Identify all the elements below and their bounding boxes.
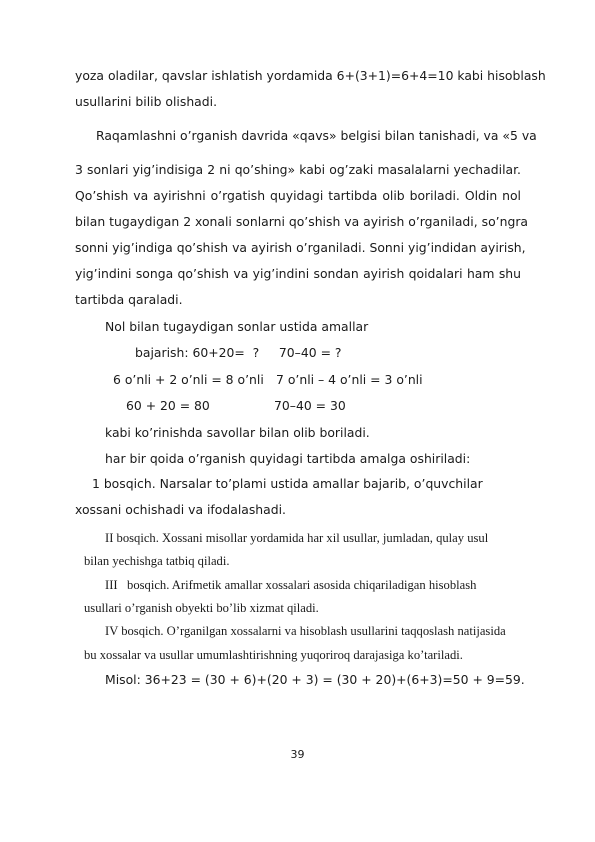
examples-task: bajarish: 60+20= ? 70–40 = ? <box>135 345 342 360</box>
example-row2-left: 60 + 20 = 80 <box>126 398 210 413</box>
examples-note1: kabi ko’rinishda savollar bilan olib boriladi. <box>105 425 370 440</box>
examples-note2: har bir qoida o’rganish quyidagi tartibda amalga oshiriladi: <box>105 451 471 466</box>
paragraph1-line1: yoza oladilar, qavslar ishlatish yordamida 6+(3+1)=6+4=10 kabi hisoblash <box>75 68 546 83</box>
paragraph2-line6: yig’indini songa qo’shish va yig’indini sondan ayirish qoidalari ham shu <box>75 266 521 281</box>
paragraph2-line3: Qo’shish va ayirishni o’rgatish quyidagi tartibda olib boriladi. Oldin nol <box>75 188 521 203</box>
example-final: Misol: 36+23 = (30 + 6)+(20 + 3) = (30 + 20)+(6+3)=50 + 9=59. <box>105 672 525 687</box>
stage2-line2: bilan yechishga tatbiq qiladi. <box>84 554 230 568</box>
example-row2-right: 70–40 = 30 <box>274 398 346 413</box>
stage4-line2: bu xossalar va usullar umumlashtirishning yuqoriroq darajasiga ko’tariladi. <box>84 648 463 662</box>
stage4-line1: IV bosqich. O’rganilgan xossalarni va hisoblash usullarini taqqoslash natijasida <box>105 624 506 638</box>
example-row1-left: 6 o’nli + 2 o’nli = 8 o’nli <box>113 372 264 387</box>
stage1-line2: xossani ochishadi va ifodalashadi. <box>75 502 286 517</box>
page-number: 39 <box>290 748 305 761</box>
example-row1-right: 7 o’nli – 4 o’nli = 3 o’nli <box>276 372 423 387</box>
paragraph2-line2: 3 sonlari yig’indisiga 2 ni qo’shing» kabi og’zaki masalalarni yechadilar. <box>75 162 521 177</box>
stage1-line1: 1 bosqich. Narsalar to’plami ustida amallar bajarib, o’quvchilar <box>92 476 483 491</box>
stage2-line1: II bosqich. Xossani misollar yordamida har xil usullar, jumladan, qulay usul <box>105 531 489 545</box>
stage3-line2: usullari o’rganish obyekti bo’lib xizmat qiladi. <box>84 601 319 615</box>
paragraph2-line1: Raqamlashni o’rganish davrida «qavs» belgisi bilan tanishadi, va «5 va <box>96 128 537 143</box>
examples-heading: Nol bilan tugaydigan sonlar ustida amallar <box>105 319 369 334</box>
paragraph2-line4: bilan tugaydigan 2 xonali sonlarni qo’shish va ayirish o’rganiladi, so’ngra <box>75 214 529 229</box>
stage3-line1: III bosqich. Arifmetik amallar xossalari asosida chiqariladigan hisoblash <box>105 578 477 592</box>
paragraph2-line7: tartibda qaraladi. <box>75 292 183 307</box>
paragraph2-line5: sonni yig’indiga qo’shish va ayirish o’rganiladi. Sonni yig’indidan ayirish, <box>75 240 526 255</box>
paragraph1-line2: usullarini bilib olishadi. <box>75 94 218 109</box>
